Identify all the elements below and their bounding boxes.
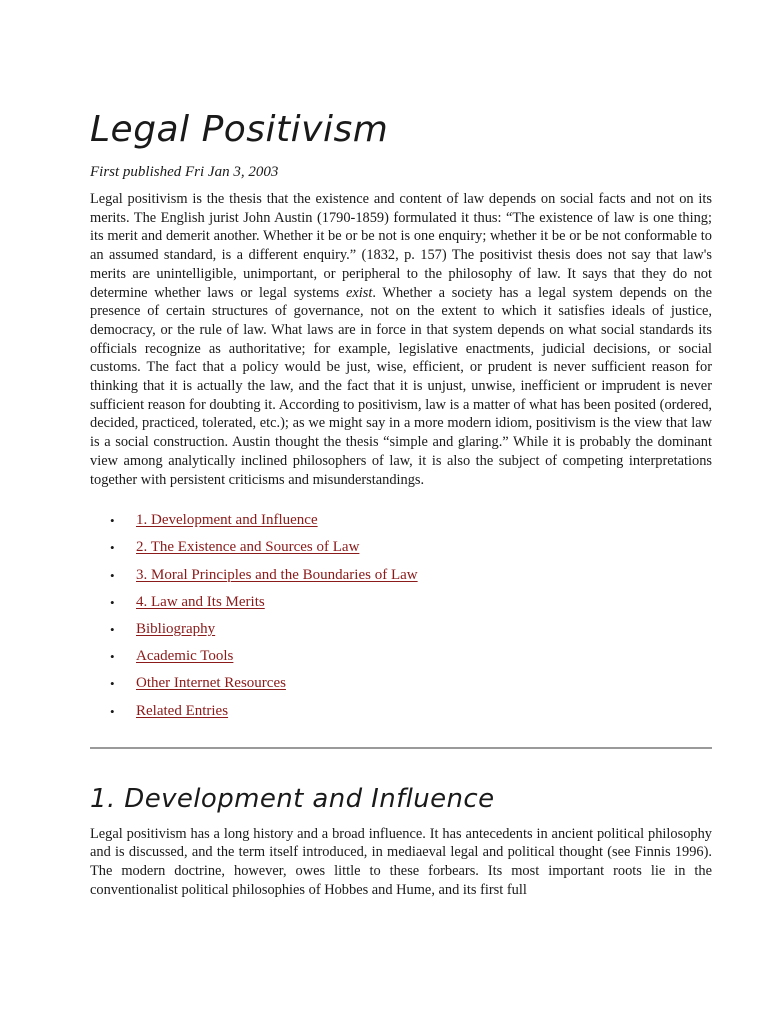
toc-link-existence-sources[interactable]: 2. The Existence and Sources of Law — [136, 539, 360, 556]
toc-item — [110, 698, 712, 725]
section-heading: 1. Development and Influence — [90, 783, 495, 814]
toc-link-related-entries[interactable]: Related Entries — [136, 702, 229, 719]
section-divider — [90, 747, 712, 749]
intro-text-part1: Legal positivism is the thesis that the existence and content of law depends on social facts and not on its merits. The English jurist John Austin (1790-1859) formulated it thus: “The existence of law is one thing; its merit and demerit another. Whether it be or be not is one enquiry; whether it be or be not conformable to an assumed standard, is a different enquiry.” (1832, p. 157) The positivist thesis does not say that law's merits are unintelligible, unimportant, or peripheral to the philosophy of law. It says that they do not determine whether laws or legal systems — [90, 191, 712, 301]
toc-link-development[interactable]: 1. Development and Influence — [136, 512, 318, 529]
section-paragraph: Legal positivism has a long history and a broad influence. It has antecedents in ancient political philosophy and is discussed, and the term itself introduced, in mediaeval legal and political thought (see Finnis 1996). The modern doctrine, however, owes little to these forbears. Its most important roots lie in the conventionalist political philosophies of Hobbes and Hume, and its first full — [90, 825, 712, 898]
bullet-icon: • — [110, 649, 115, 665]
toc-link-internet-resources[interactable]: Other Internet Resources — [136, 675, 286, 692]
toc-item — [110, 616, 712, 643]
intro-emphasis: exist — [345, 284, 373, 301]
toc-item — [110, 589, 712, 616]
bullet-icon: • — [110, 676, 115, 692]
bullet-icon: • — [110, 567, 115, 583]
toc-item — [110, 507, 712, 534]
toc-item — [110, 534, 712, 561]
intro-text-part2: . Whether a society has a legal system depends on the presence of certain structures of governance, not on the extent to which it satisfies ideals of justice, democracy, or the rule of law. What laws are in force in that system depends on what social standards its officials recognize as authoritative; for example, legislative enactments, judicial decisions, or social customs. The fact that a policy would be just, wise, efficient, or prudent is never sufficient reason for thinking that it is actually the law, and the fact that it is unjust, unwise, inefficient or imprudent is never sufficient reason for doubting it. According to positivism, law is a matter of what has been posited (ordered, decided, practiced, tolerated, etc.); as we might say in a more modern idiom, positivism is the view that law is a social construction. Austin thought the thesis “simple and glaring.” While it is probably the dominant view among analytically inclined philosophers of law, it is also the subject of competing interpretations together with persistent criticisms and misunderstandings. — [90, 284, 712, 488]
bullet-icon: • — [110, 622, 115, 637]
toc-item — [110, 562, 712, 589]
toc-link-bibliography[interactable]: Bibliography — [136, 621, 216, 637]
intro-paragraph — [90, 190, 712, 489]
publication-date: First published Fri Jan 3, 2003 — [90, 164, 279, 180]
toc-item — [110, 643, 712, 670]
page-title: Legal Positivism — [90, 109, 389, 150]
bullet-icon: • — [110, 594, 115, 610]
toc-item — [110, 670, 712, 697]
bullet-icon: • — [110, 540, 115, 556]
toc-link-law-merits[interactable]: 4. Law and Its Merits — [136, 593, 265, 610]
toc-link-academic-tools[interactable]: Academic Tools — [136, 648, 234, 665]
table-of-contents — [90, 507, 712, 725]
bullet-icon: • — [110, 703, 115, 719]
toc-link-moral-principles[interactable]: 3. Moral Principles and the Boundaries of Law — [136, 566, 418, 583]
bullet-icon: • — [110, 513, 115, 529]
article — [90, 106, 712, 900]
